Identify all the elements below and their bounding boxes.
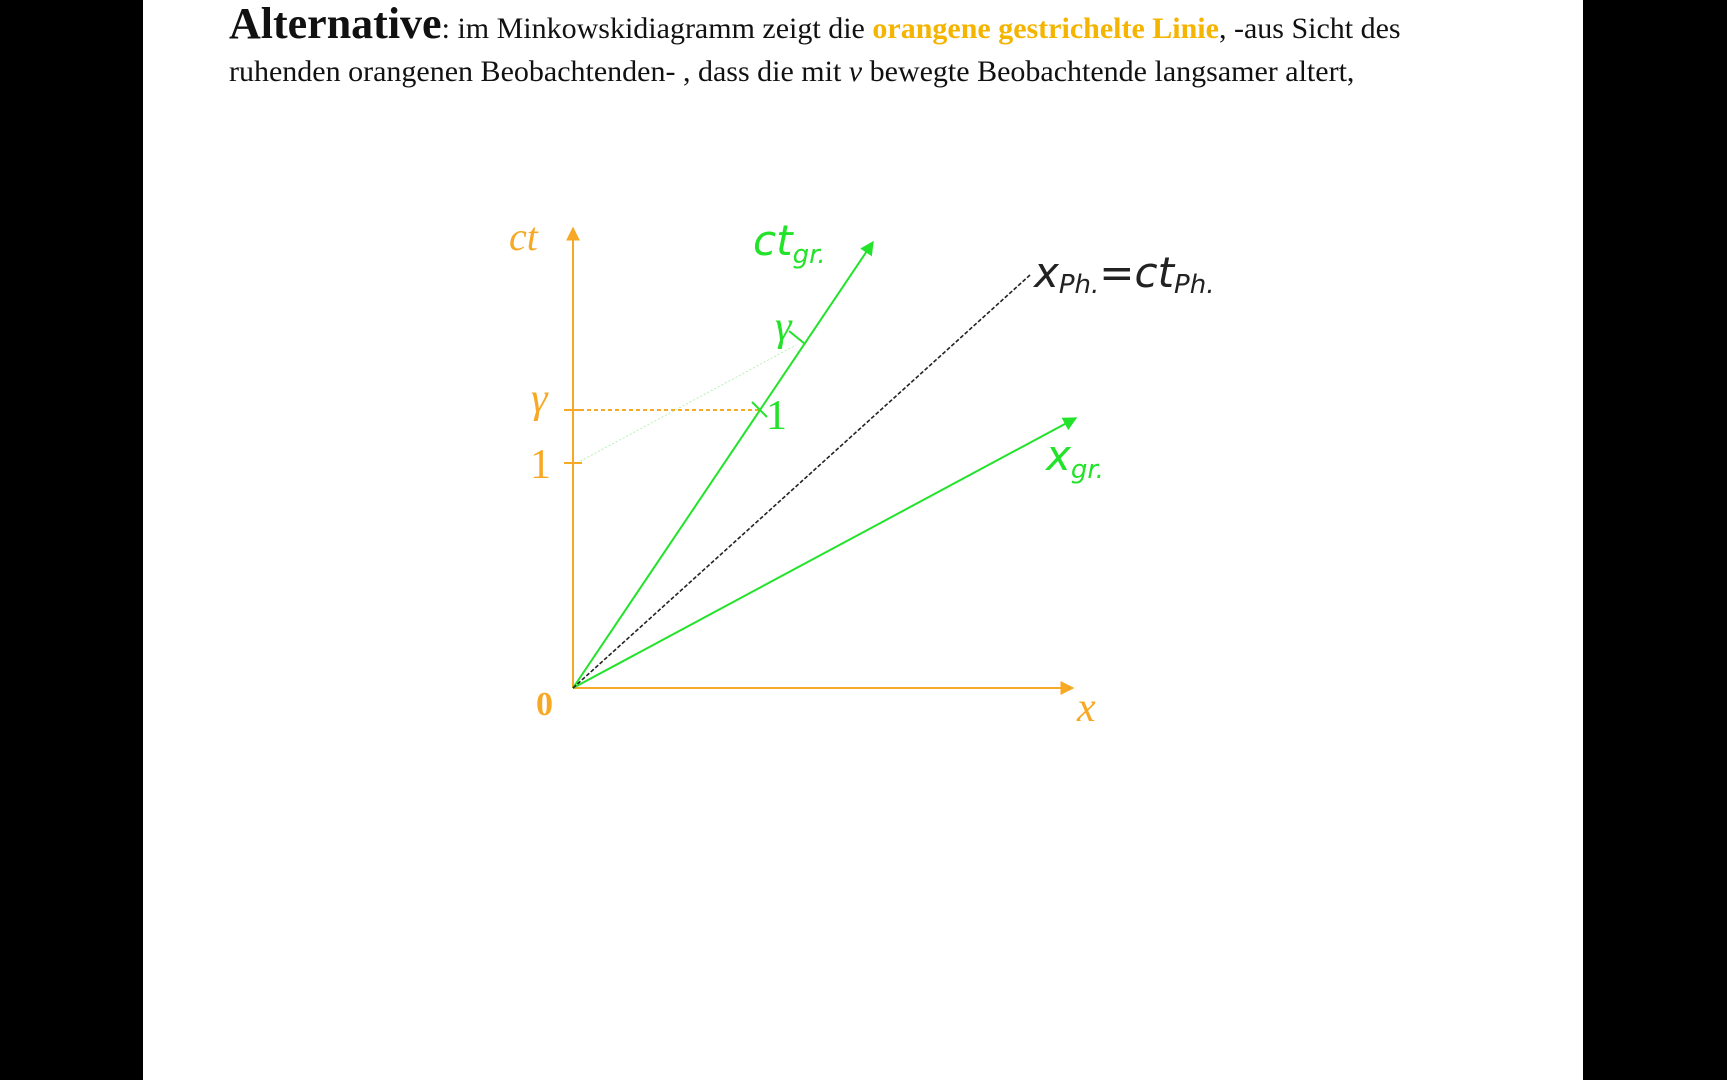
origin-label: 0 [536,686,553,723]
x-green-sub: gr. [1070,455,1104,485]
text-line-1-part-1: im Minkowskidiagramm zeigt die [449,12,873,45]
photon-x-main: x [1034,248,1059,297]
photon-x-sub: Ph. [1058,270,1100,300]
tick-gamma-label: γ [531,376,548,422]
x-green-axis-line [573,418,1076,688]
x-axis-label: x [1077,685,1096,731]
velocity-symbol: v [848,55,863,88]
title-colon: : [441,12,450,45]
ct-green-axis-label [753,216,826,270]
slide [143,0,1583,1080]
ct-green-axis-line [573,242,873,688]
text-line-2-part-2: bewegte Beobachtende langsamer altert, [862,55,1355,88]
tick-one-label: 1 [530,442,551,488]
photon-world-line-label [1032,248,1214,300]
text-line-2-part-1: ruhenden orangenen Beobachtenden- , dass die mit [229,55,849,88]
text-line-1-part-2: , -aus Sicht des [1218,12,1401,45]
ct-green-sub: gr. [792,240,826,270]
one-green-label: 1 [766,393,787,439]
photon-ct-main: ct [1134,248,1175,297]
photon-dashed-line [573,275,1030,688]
highlight-orange-dashed-line: orangene gestrichelte Linie [872,12,1219,45]
ct-axis-label: ct [509,214,538,259]
photon-equals: = [1099,248,1135,297]
x-green-main: x [1046,431,1071,480]
ct-green-main: ct [753,216,793,265]
minkowski-diagram [143,0,1583,1080]
slide-title: Alternative [229,0,442,48]
x-green-axis-label [1044,431,1104,485]
photon-ct-sub: Ph. [1174,270,1215,300]
gamma-green-label: γ [775,304,792,350]
